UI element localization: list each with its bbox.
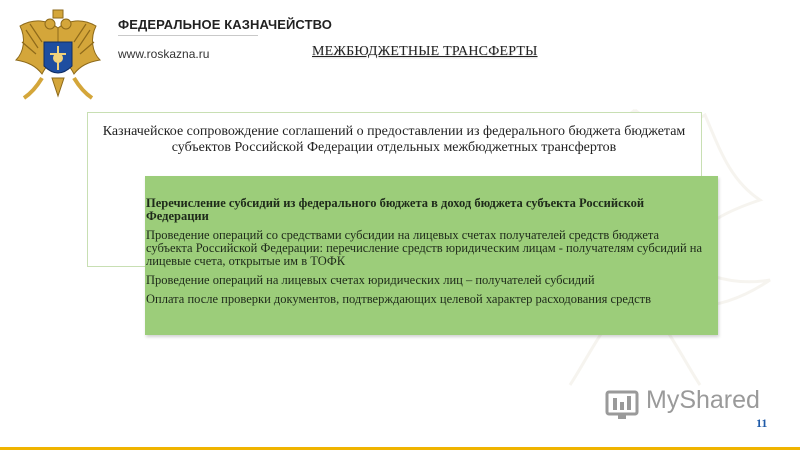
myshared-watermark-text: MyShared: [646, 386, 760, 414]
list-item: Проведение операций со средствами субсидии на лицевых счетах получателей средств бюджета субъекта Российской Федерации: перечисление средств юридическим лицам - получателям субсидий на лицевые счета, открытые им в ТОФК: [146, 228, 703, 268]
slide-title: МЕЖБЮДЖЕТНЫЕ ТРАНСФЕРТЫ: [312, 44, 538, 59]
treasury-eagle-emblem: [12, 8, 104, 104]
main-topic-text: Казначейское сопровождение соглашений о предоставлении из федерального бюджета бюджетам субъектов Российской Федерации отдельных межбюджетных трансфертов: [102, 124, 686, 155]
organization-name: ФЕДЕРАЛЬНОЕ КАЗНАЧЕЙСТВО: [118, 17, 333, 32]
list-item: Оплата после проверки документов, подтверждающих целевой характер расходования средств: [146, 292, 651, 306]
website-link[interactable]: www.roskazna.ru: [118, 47, 210, 61]
list-item: Перечисление субсидий из федерального бюджета в доход бюджета субъекта Российской Федерации: [146, 196, 645, 223]
header-divider: [118, 35, 258, 36]
page-number: 11: [756, 416, 768, 430]
details-list: [146, 197, 706, 312]
list-item: Проведение операций на лицевых счетах юридических лиц – получателей субсидий: [146, 273, 595, 287]
